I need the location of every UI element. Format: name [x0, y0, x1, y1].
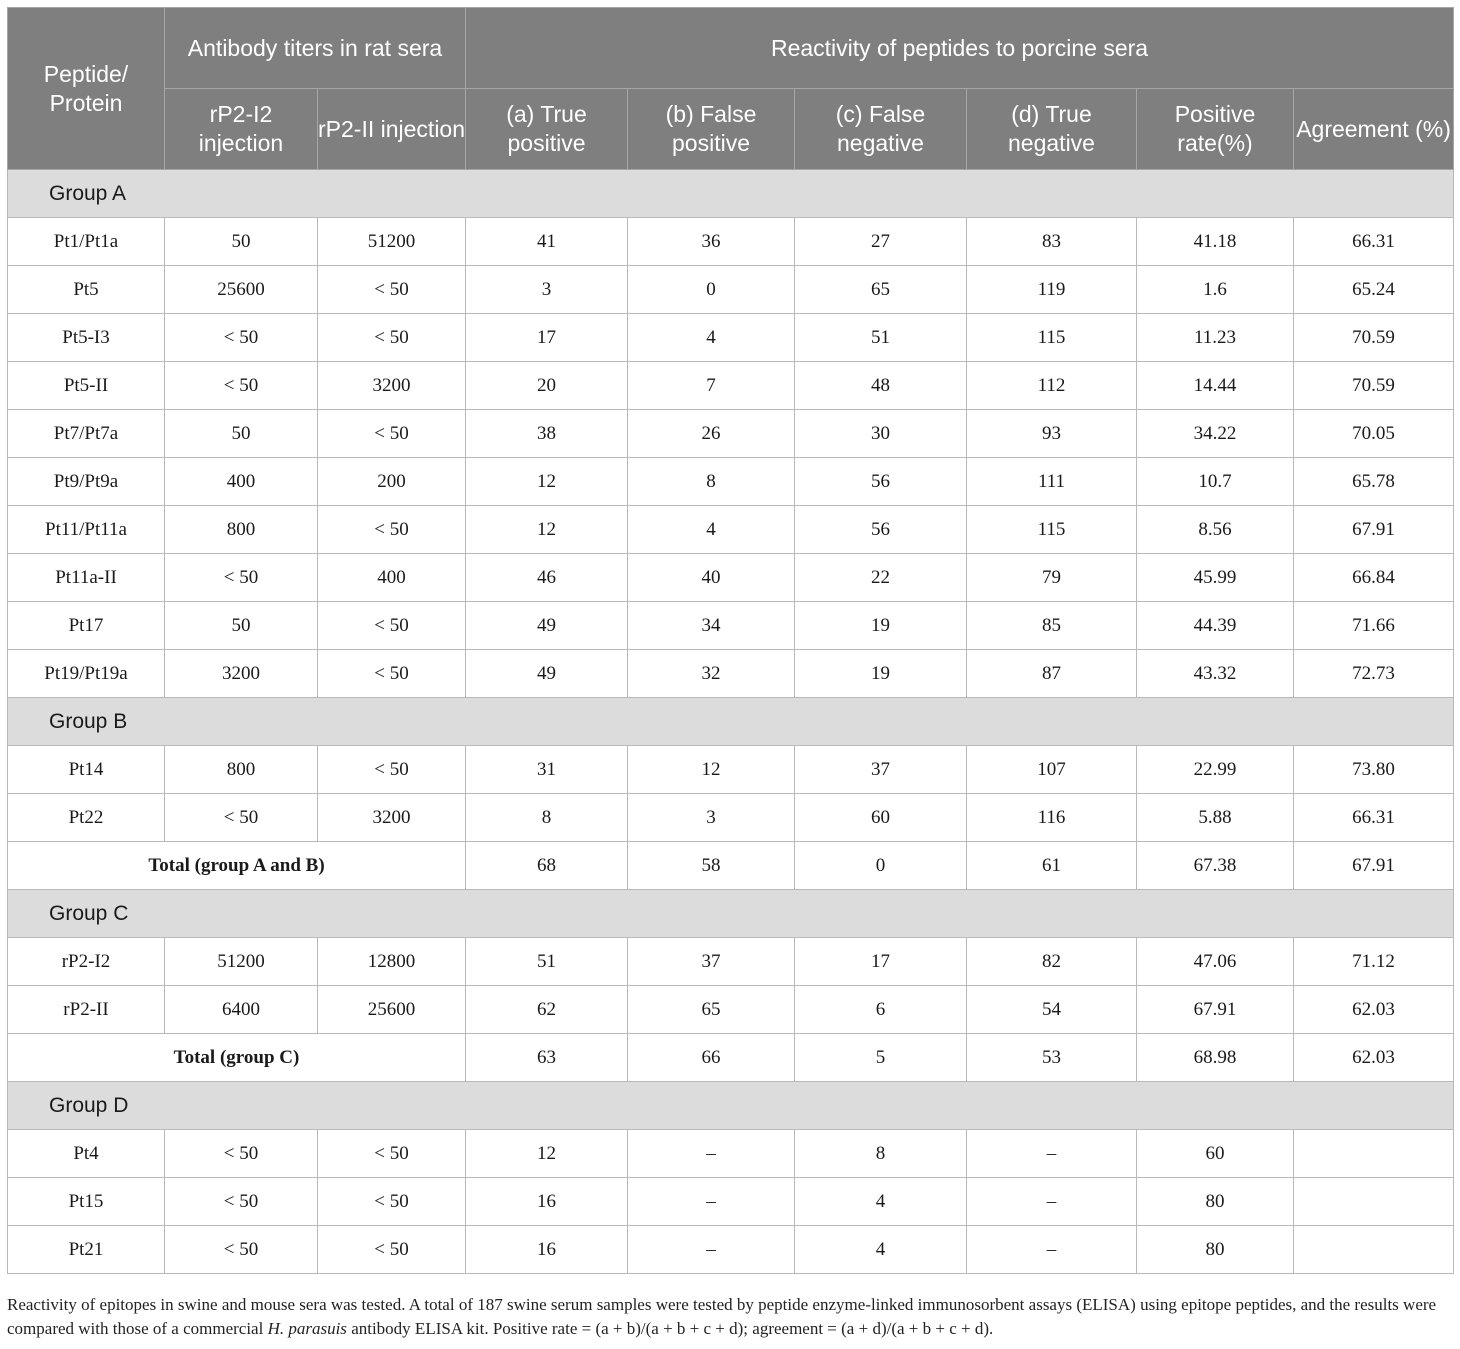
table-cell	[1294, 1178, 1454, 1226]
table-cell: 25600	[318, 986, 466, 1034]
table-cell: 8	[466, 794, 628, 842]
table-cell: < 50	[165, 794, 318, 842]
table-cell: 32	[628, 650, 795, 698]
table-cell: 12	[466, 506, 628, 554]
table-cell: 34	[628, 602, 795, 650]
table-cell: 68.98	[1137, 1034, 1294, 1082]
table-cell: 36	[628, 218, 795, 266]
table-cell: 72.73	[1294, 650, 1454, 698]
group-label: Group B	[8, 698, 1454, 746]
table-cell: 115	[967, 506, 1137, 554]
table-cell: 83	[967, 218, 1137, 266]
column-header: (b) False positive	[628, 89, 795, 170]
table-row	[8, 218, 1454, 266]
table-cell: 8	[795, 1130, 967, 1178]
table-cell: 51	[795, 314, 967, 362]
table-cell: 60	[1137, 1130, 1294, 1178]
table-row	[8, 506, 1454, 554]
table-cell: –	[967, 1130, 1137, 1178]
row-label: Pt5	[8, 266, 165, 314]
table-cell: 73.80	[1294, 746, 1454, 794]
table-cell: 12800	[318, 938, 466, 986]
table-cell: 51200	[318, 218, 466, 266]
table-cell: 37	[795, 746, 967, 794]
table-cell: 200	[318, 458, 466, 506]
table-cell: 11.23	[1137, 314, 1294, 362]
table-cell: 4	[795, 1178, 967, 1226]
row-label: Pt15	[8, 1178, 165, 1226]
table-cell: 20	[466, 362, 628, 410]
table-row	[8, 602, 1454, 650]
table-cell: 14.44	[1137, 362, 1294, 410]
row-label: Pt5-II	[8, 362, 165, 410]
table-cell: 10.7	[1137, 458, 1294, 506]
row-label: Pt17	[8, 602, 165, 650]
table-cell: 3	[466, 266, 628, 314]
row-label: rP2-I2	[8, 938, 165, 986]
table-row	[8, 1226, 1454, 1274]
table-cell: 19	[795, 602, 967, 650]
table-cell: –	[628, 1226, 795, 1274]
table-cell: 8	[628, 458, 795, 506]
results-table	[7, 7, 1454, 1274]
table-cell: 3200	[318, 362, 466, 410]
table-cell: < 50	[318, 410, 466, 458]
table-cell: 4	[628, 506, 795, 554]
row-label: Pt11a-II	[8, 554, 165, 602]
table-cell: 4	[628, 314, 795, 362]
table-cell: 67.91	[1294, 842, 1454, 890]
table-cell: 58	[628, 842, 795, 890]
table-cell: 70.59	[1294, 314, 1454, 362]
total-row	[8, 842, 1454, 890]
group-header-row	[8, 170, 1454, 218]
group-label: Group A	[8, 170, 1454, 218]
table-cell: < 50	[318, 1178, 466, 1226]
table-cell: 65	[628, 986, 795, 1034]
row-label: Pt22	[8, 794, 165, 842]
table-cell: 8.56	[1137, 506, 1294, 554]
table-cell: 54	[967, 986, 1137, 1034]
group-label: Group C	[8, 890, 1454, 938]
table-cell: < 50	[318, 1130, 466, 1178]
table-cell: 27	[795, 218, 967, 266]
table-cell: 119	[967, 266, 1137, 314]
table-cell: 71.66	[1294, 602, 1454, 650]
table-cell: 50	[165, 602, 318, 650]
row-label: rP2-II	[8, 986, 165, 1034]
table-cell: 111	[967, 458, 1137, 506]
table-cell: 22	[795, 554, 967, 602]
table-cell: 115	[967, 314, 1137, 362]
table-cell: 800	[165, 506, 318, 554]
table-cell: < 50	[318, 746, 466, 794]
table-cell: –	[967, 1226, 1137, 1274]
table-cell: 50	[165, 410, 318, 458]
footnote-text: Reactivity of epitopes in swine and mouse sera was tested. A total of 187 swine serum samples were tested by peptide enzyme-linked immunosorbent assays (ELISA) using epitope peptides, and the results were compared with those of a commercial	[7, 1295, 1437, 1338]
table-cell: 87	[967, 650, 1137, 698]
table-cell: –	[628, 1130, 795, 1178]
group-label: Group D	[8, 1082, 1454, 1130]
footnote-text-end: antibody ELISA kit. Positive rate = (a + b)/(a + b + c + d); agreement = (a + d)/(a + b + c + d).	[346, 1319, 994, 1338]
table-cell: 66	[628, 1034, 795, 1082]
table-row	[8, 1178, 1454, 1226]
row-label: Pt11/Pt11a	[8, 506, 165, 554]
table-cell: 107	[967, 746, 1137, 794]
table-cell: < 50	[318, 602, 466, 650]
table-row	[8, 458, 1454, 506]
table-footnote	[7, 1293, 1453, 1341]
table-cell: 3200	[165, 650, 318, 698]
table-cell: 17	[466, 314, 628, 362]
table-cell	[1294, 1130, 1454, 1178]
table-cell: –	[628, 1178, 795, 1226]
table-row	[8, 554, 1454, 602]
table-cell: 41	[466, 218, 628, 266]
table-cell: 68	[466, 842, 628, 890]
table-cell: 12	[466, 458, 628, 506]
table-row	[8, 986, 1454, 1034]
table-cell: 62.03	[1294, 1034, 1454, 1082]
table-cell: 1.6	[1137, 266, 1294, 314]
table-cell: 45.99	[1137, 554, 1294, 602]
column-header: rP2-I2 injection	[165, 89, 318, 170]
table-cell: 93	[967, 410, 1137, 458]
table-cell: 79	[967, 554, 1137, 602]
table-cell: 61	[967, 842, 1137, 890]
table-cell: 51200	[165, 938, 318, 986]
table-cell: 66.31	[1294, 218, 1454, 266]
table-cell: 50	[165, 218, 318, 266]
table-cell: < 50	[165, 554, 318, 602]
table-cell: 65.78	[1294, 458, 1454, 506]
table-container	[7, 7, 1453, 1274]
table-row	[8, 362, 1454, 410]
table-cell: –	[967, 1178, 1137, 1226]
table-cell: 43.32	[1137, 650, 1294, 698]
row-label: Pt9/Pt9a	[8, 458, 165, 506]
table-cell: 56	[795, 506, 967, 554]
table-cell: 49	[466, 602, 628, 650]
column-header: Positive rate(%)	[1137, 89, 1294, 170]
table-cell: 51	[466, 938, 628, 986]
table-cell: 40	[628, 554, 795, 602]
table-cell: 65	[795, 266, 967, 314]
table-row	[8, 794, 1454, 842]
footnote-species: H. parasuis	[267, 1319, 347, 1338]
total-row	[8, 1034, 1454, 1082]
table-row	[8, 746, 1454, 794]
table-cell: 70.59	[1294, 362, 1454, 410]
table-cell: 48	[795, 362, 967, 410]
table-cell: 16	[466, 1226, 628, 1274]
table-cell: 82	[967, 938, 1137, 986]
table-cell: < 50	[318, 266, 466, 314]
table-cell: 800	[165, 746, 318, 794]
table-row	[8, 938, 1454, 986]
table-cell: < 50	[165, 314, 318, 362]
table-cell: 400	[318, 554, 466, 602]
table-cell: 56	[795, 458, 967, 506]
table-cell: < 50	[318, 314, 466, 362]
table-cell: 6	[795, 986, 967, 1034]
table-row	[8, 1130, 1454, 1178]
table-cell: 67.38	[1137, 842, 1294, 890]
table-row	[8, 314, 1454, 362]
group-header-row	[8, 1082, 1454, 1130]
table-cell: 6400	[165, 986, 318, 1034]
table-cell: 17	[795, 938, 967, 986]
table-cell: 19	[795, 650, 967, 698]
table-cell: 3200	[318, 794, 466, 842]
table-cell: 62.03	[1294, 986, 1454, 1034]
table-cell: 44.39	[1137, 602, 1294, 650]
table-cell: 80	[1137, 1178, 1294, 1226]
table-cell: 60	[795, 794, 967, 842]
table-cell: < 50	[318, 650, 466, 698]
row-label: Pt7/Pt7a	[8, 410, 165, 458]
table-cell: 26	[628, 410, 795, 458]
table-cell: 41.18	[1137, 218, 1294, 266]
table-cell: 46	[466, 554, 628, 602]
table-cell: 70.05	[1294, 410, 1454, 458]
table-cell: 71.12	[1294, 938, 1454, 986]
table-cell: < 50	[165, 1226, 318, 1274]
table-cell: 31	[466, 746, 628, 794]
table-cell: 53	[967, 1034, 1137, 1082]
table-cell: 3	[628, 794, 795, 842]
table-cell: < 50	[165, 1130, 318, 1178]
table-cell: 80	[1137, 1226, 1294, 1274]
table-cell: 7	[628, 362, 795, 410]
table-cell: < 50	[318, 506, 466, 554]
table-cell: < 50	[165, 1178, 318, 1226]
column-header: rP2-II injection	[318, 89, 466, 170]
table-cell: 85	[967, 602, 1137, 650]
table-cell: 65.24	[1294, 266, 1454, 314]
table-cell: 63	[466, 1034, 628, 1082]
table-cell: 34.22	[1137, 410, 1294, 458]
table-cell	[1294, 1226, 1454, 1274]
total-label: Total (group C)	[8, 1034, 466, 1082]
table-cell: 116	[967, 794, 1137, 842]
table-cell: 400	[165, 458, 318, 506]
table-cell: 49	[466, 650, 628, 698]
table-cell: 0	[628, 266, 795, 314]
table-cell: 67.91	[1137, 986, 1294, 1034]
row-label: Pt1/Pt1a	[8, 218, 165, 266]
table-cell: 67.91	[1294, 506, 1454, 554]
table-cell: 5	[795, 1034, 967, 1082]
header-reactivity: Reactivity of peptides to porcine sera	[466, 8, 1454, 89]
group-header-row	[8, 698, 1454, 746]
table-cell: 5.88	[1137, 794, 1294, 842]
row-label: Pt14	[8, 746, 165, 794]
table-row	[8, 266, 1454, 314]
row-label: Pt21	[8, 1226, 165, 1274]
table-cell: 12	[628, 746, 795, 794]
column-header: (c) False negative	[795, 89, 967, 170]
table-cell: 37	[628, 938, 795, 986]
column-header: (d) True negative	[967, 89, 1137, 170]
group-header-row	[8, 890, 1454, 938]
table-cell: 25600	[165, 266, 318, 314]
row-label: Pt5-I3	[8, 314, 165, 362]
table-cell: 66.84	[1294, 554, 1454, 602]
row-label: Pt4	[8, 1130, 165, 1178]
table-cell: 66.31	[1294, 794, 1454, 842]
row-label: Pt19/Pt19a	[8, 650, 165, 698]
table-cell: 30	[795, 410, 967, 458]
table-cell: 47.06	[1137, 938, 1294, 986]
total-label: Total (group A and B)	[8, 842, 466, 890]
table-cell: 38	[466, 410, 628, 458]
table-cell: 112	[967, 362, 1137, 410]
column-header: Agreement (%)	[1294, 89, 1454, 170]
column-header: (a) True positive	[466, 89, 628, 170]
table-row	[8, 650, 1454, 698]
header-antibody-titers: Antibody titers in rat sera	[165, 8, 466, 89]
table-cell: 4	[795, 1226, 967, 1274]
table-row	[8, 410, 1454, 458]
table-cell: < 50	[318, 1226, 466, 1274]
table-cell: 16	[466, 1178, 628, 1226]
table-cell: 22.99	[1137, 746, 1294, 794]
table-cell: < 50	[165, 362, 318, 410]
header-peptide-protein: Peptide/ Protein	[8, 8, 165, 170]
table-cell: 12	[466, 1130, 628, 1178]
table-cell: 62	[466, 986, 628, 1034]
table-cell: 0	[795, 842, 967, 890]
